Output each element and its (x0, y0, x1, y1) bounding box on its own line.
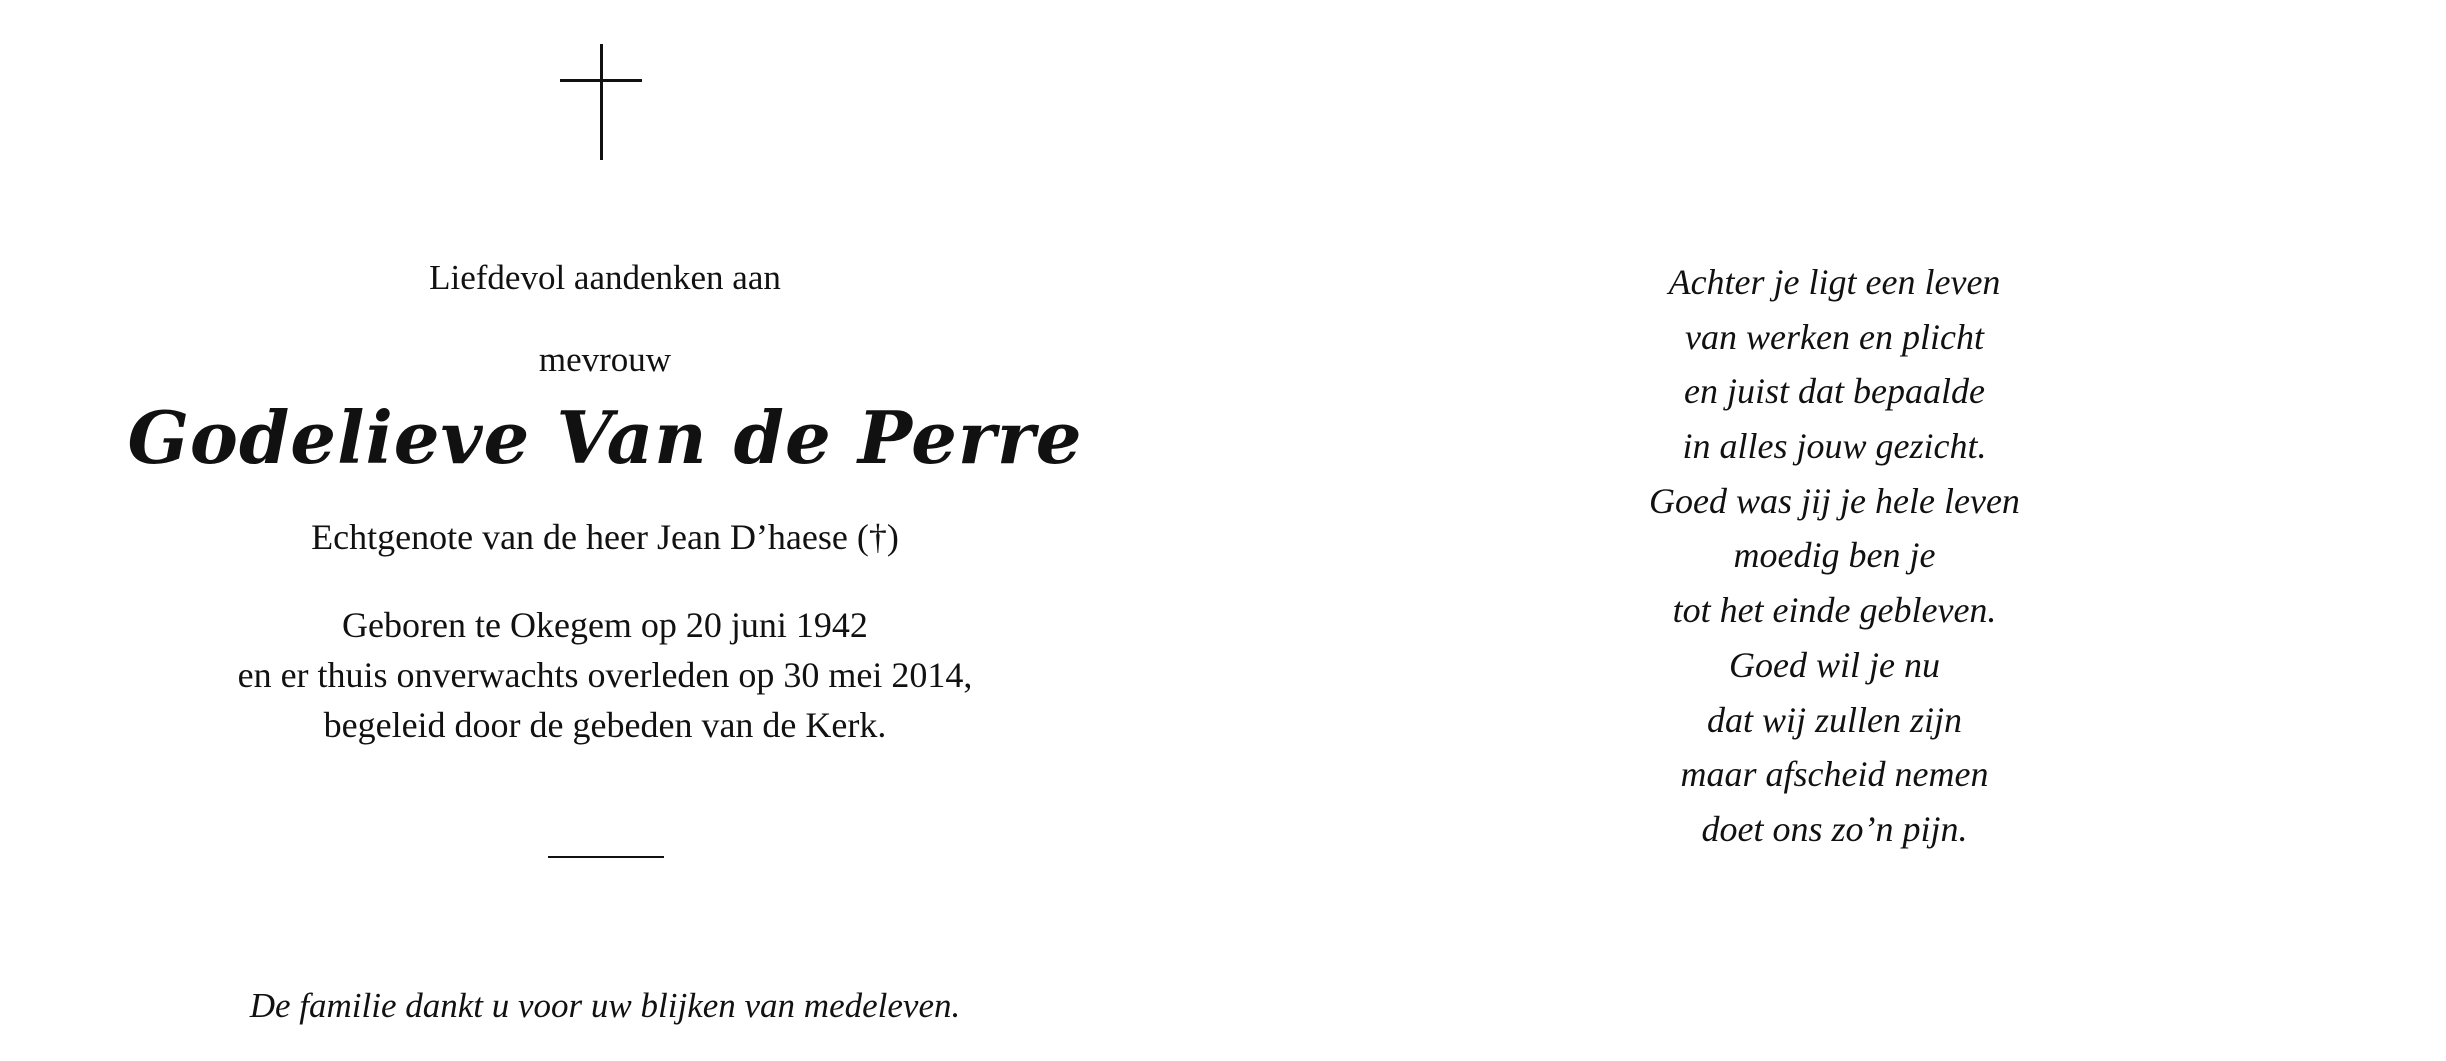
poem-line: in alles jouw gezicht. (1682, 426, 1987, 467)
poem-line: maar afscheid nemen (1680, 754, 1989, 795)
birth-line: Geboren te Okegem op 20 juni 1942 (342, 605, 868, 645)
spouse-line: Echtgenote van de heer Jean D’haese (†) (311, 517, 899, 557)
poem-line: moedig ben je (1733, 535, 1936, 576)
poem-line: tot het einde gebleven. (1672, 590, 1997, 631)
poem-line: Achter je ligt een leven (1668, 262, 2001, 302)
church-line: begeleid door de gebeden van de Kerk. (323, 705, 887, 745)
intro-text: Liefdevol aandenken aan (429, 258, 781, 297)
poem-line: Goed wil je nu (1729, 644, 1940, 685)
death-line: en er thuis onverwachts overleden op 30 mei 2014, (237, 655, 973, 695)
poem-line: dat wij zullen zijn (1706, 699, 1963, 740)
poem (1223, 255, 2446, 857)
honorific: mevrouw (538, 340, 672, 379)
family-thanks: De familie dankt u voor uw blijken van medeleven. (249, 986, 961, 1025)
poem-line: van werken en plicht (1685, 316, 1984, 357)
poem-line: Goed was jij je hele leven (1649, 480, 2020, 521)
deceased-name: Godelieve Van de Perre (127, 395, 1083, 480)
poem-line: doet ons zo’n pijn. (1701, 808, 1968, 849)
card-right-panel (1223, 0, 2446, 1061)
cross-icon (560, 44, 642, 160)
card-left-panel (0, 0, 1210, 1061)
divider-line (548, 856, 664, 858)
poem-line: en juist dat bepaalde (1684, 371, 1985, 412)
